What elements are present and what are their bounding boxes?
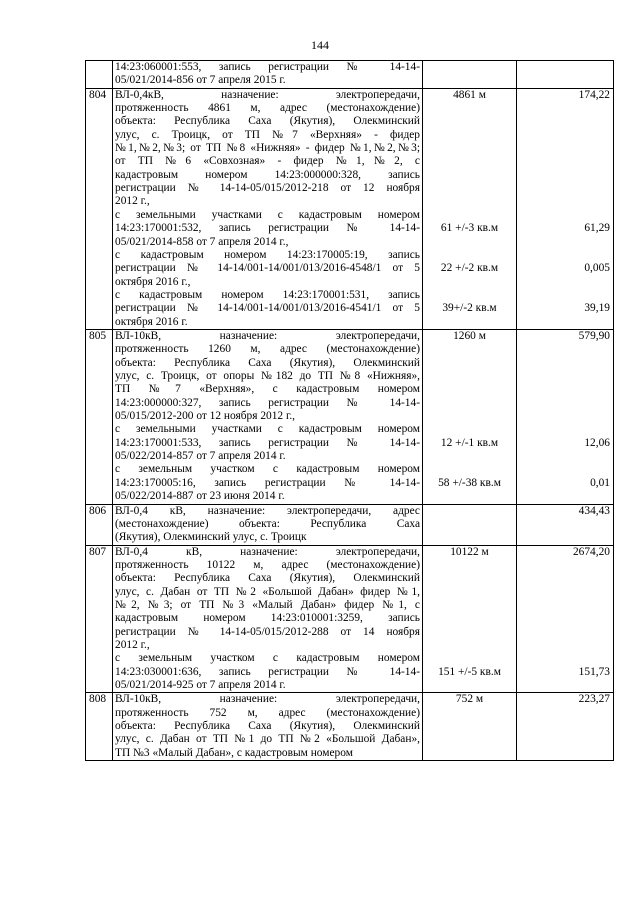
description-block [115,505,420,545]
description-block [115,693,420,760]
object-cost [517,329,614,504]
description-line: 14:23:170001:533, запись регистрации № 14-14- [115,436,420,449]
description-line: 14:23:000000:327, запись регистрации № 14-14- [115,396,420,409]
extent-value: 22 +/-2 кв.м [440,262,499,275]
object-cost [517,61,614,89]
extent-value: 10122 м [450,545,489,558]
cost-value: 0,01 [590,476,610,489]
description-line: регистрации № 14-14/001-14/001/013/2016-4541/1 от 5 [115,302,420,315]
cost-value: 434,43 [578,504,610,517]
object-extent [423,329,517,504]
description-line: кадастровым номером 14:23:010001:3259, запись [115,612,420,625]
description-line: 05/022/2014-857 от 7 апреля 2014 г. [115,450,286,463]
description-line: улус, с. Дабан от ТП №2 «Большой Дабан» фидер №1, [115,585,420,598]
description-line: от ТП №6 «Совхозная» - фидер №1,№2, с [115,155,420,168]
description-line: протяженность 4861 м, адрес (местонахождение) [115,102,420,115]
object-description [113,329,423,504]
description-line: 05/021/2014-858 от 7 апреля 2014 г., [115,235,289,248]
description-block [115,209,420,249]
object-extent [423,693,517,761]
object-extent [423,504,517,545]
description-line: объекта: Республика Саха (Якутия), Олекминский [115,356,420,369]
page-number: 144 [311,38,329,52]
description-line: объекта: Республика Саха (Якутия), Олекминский [115,115,420,128]
description-line: с земельными участками с кадастровым номером [115,208,420,221]
description-line: 14:23:030001:636, запись регистрации № 14-14- [115,665,420,678]
row-number: 805 [86,329,113,504]
cost-value: 151,73 [578,665,610,678]
extent-value: 4861 м [453,88,486,101]
description-line: 05/021/2014-856 от 7 апреля 2015 г. [115,74,286,87]
object-cost [517,88,614,329]
table-row [86,545,614,693]
description-line: ВЛ-10кВ, назначение: электропередачи, [115,693,420,706]
description-line: кадастровым номером 14:23:000000:328, запись [115,168,420,181]
description-line: ТП №7 «Верхняя», с кадастровым номером [115,383,420,396]
description-line: улус, с. Троицк, от ТП №7 «Верхняя» - фидер [115,128,420,141]
description-block [115,463,420,503]
table-row [86,88,614,329]
table-row [86,329,614,504]
description-line: с кадастровым номером 14:23:170001:531, запись [115,288,420,301]
object-cost [517,504,614,545]
cost-value: 2674,20 [572,545,610,558]
extent-value: 61 +/-3 кв.м [440,222,499,235]
extent-value: 39+/-2 кв.м [442,302,497,315]
description-line: ВЛ-0,4кВ, назначение: электропередачи, [115,88,420,101]
description-block [115,423,420,463]
description-line: улус, с. Дабан от ТП №1 до ТП №2 «Большой Дабан», [115,733,420,746]
property-table [85,60,614,761]
description-line: 14:23:170001:532, запись регистрации № 14-14- [115,222,420,235]
description-line: улус, с. Троицк, от опоры №182 до ТП №8 «Нижняя», [115,370,420,382]
object-extent [423,61,517,89]
object-description [113,545,423,693]
description-block [115,249,420,289]
object-cost [517,693,614,761]
description-line: с земельным участком с кадастровым номером [115,463,420,476]
description-line: протяженность 10122 м, адрес (местонахождение) [115,558,420,571]
table-row [86,693,614,761]
description-line: 05/021/2014-925 от 7 апреля 2014 г. [115,679,286,692]
description-line: №2, №3; от ТП №3 «Малый Дабан» фидер №1, с [115,598,420,611]
description-line: ВЛ-0,4 кВ, назначение: электропередачи, адрес [115,504,420,517]
description-line: регистрации № 14-14/001-14/001/013/2016-4548/1 от 5 [115,262,420,275]
table-row [86,504,614,545]
cost-value: 12,06 [584,436,610,449]
description-line: 2012 г., [115,195,150,208]
description-block [115,546,420,653]
row-number: 804 [86,88,113,329]
description-block [115,89,420,209]
cost-value: 174,22 [578,88,610,101]
extent-value: 58 +/-38 кв.м [438,476,501,489]
row-number: 808 [86,693,113,761]
description-line: 14:23:060001:553, запись регистрации № 14-14- [115,61,420,73]
object-cost [517,545,614,693]
extent-value: 752 м [455,693,484,706]
description-block [115,61,420,88]
cost-value: 61,29 [584,222,610,235]
description-line: ВЛ-0,4 кВ, назначение: электропередачи, [115,545,420,558]
description-line: 14:23:170005:16, запись регистрации № 14-14- [115,476,420,489]
description-line: октября 2016 г. [115,315,188,328]
description-line: протяженность 1260 м, адрес (местонахождение) [115,343,420,356]
description-line: октября 2016 г., [115,275,191,288]
description-line: с кадастровым номером 14:23:170005:19, запись [115,248,420,261]
object-extent [423,88,517,329]
object-description [113,693,423,761]
description-line: регистрации № 14-14-05/015/2012-288 от 14 ноября [115,625,420,638]
description-line: объекта: Республика Саха (Якутия), Олекминский [115,572,420,585]
description-line: регистрации № 14-14-05/015/2012-218 от 12 ноября [115,182,420,195]
description-line: 2012 г., [115,638,150,651]
description-line: с земельным участком с кадастровым номером [115,652,420,665]
description-line: (местонахождение) объекта: Республика Саха [115,517,420,530]
extent-value: 12 +/-1 кв.м [440,436,499,449]
cost-value: 223,27 [578,693,610,706]
cost-value: 579,90 [578,329,610,342]
description-line: ВЛ-10кВ, назначение: электропередачи, [115,329,420,342]
description-line: протяженность 752 м, адрес (местонахождение) [115,706,420,719]
object-description [113,88,423,329]
description-line: ТП №3 «Малый Дабан», с кадастровым номером [115,746,353,759]
row-number [86,61,113,89]
description-block [115,652,420,692]
description-line: 05/022/2014-887 от 23 июня 2014 г. [115,490,285,503]
object-description [113,504,423,545]
description-line: 05/015/2012-200 от 12 ноября 2012 г., [115,410,296,423]
description-line: (Якутия), Олекминский улус, с. Троицк [115,531,307,544]
cost-value: 0,005 [584,262,610,275]
description-block [115,289,420,329]
object-description [113,61,423,89]
description-line: №1,№2,№3; от ТП №8 «Нижняя» - фидер №1,№2,№3; [115,142,420,155]
row-number: 807 [86,545,113,693]
extent-value: 1260 м [453,329,486,342]
extent-value: 151 +/-5 кв.м [438,665,501,678]
description-line: с земельными участками с кадастровым номером [115,423,420,436]
object-extent [423,545,517,693]
cost-value: 39,19 [584,302,610,315]
table-row [86,61,614,89]
row-number: 806 [86,504,113,545]
description-block [115,330,420,423]
description-line: объекта: Республика Саха (Якутия), Олекминский [115,720,420,733]
